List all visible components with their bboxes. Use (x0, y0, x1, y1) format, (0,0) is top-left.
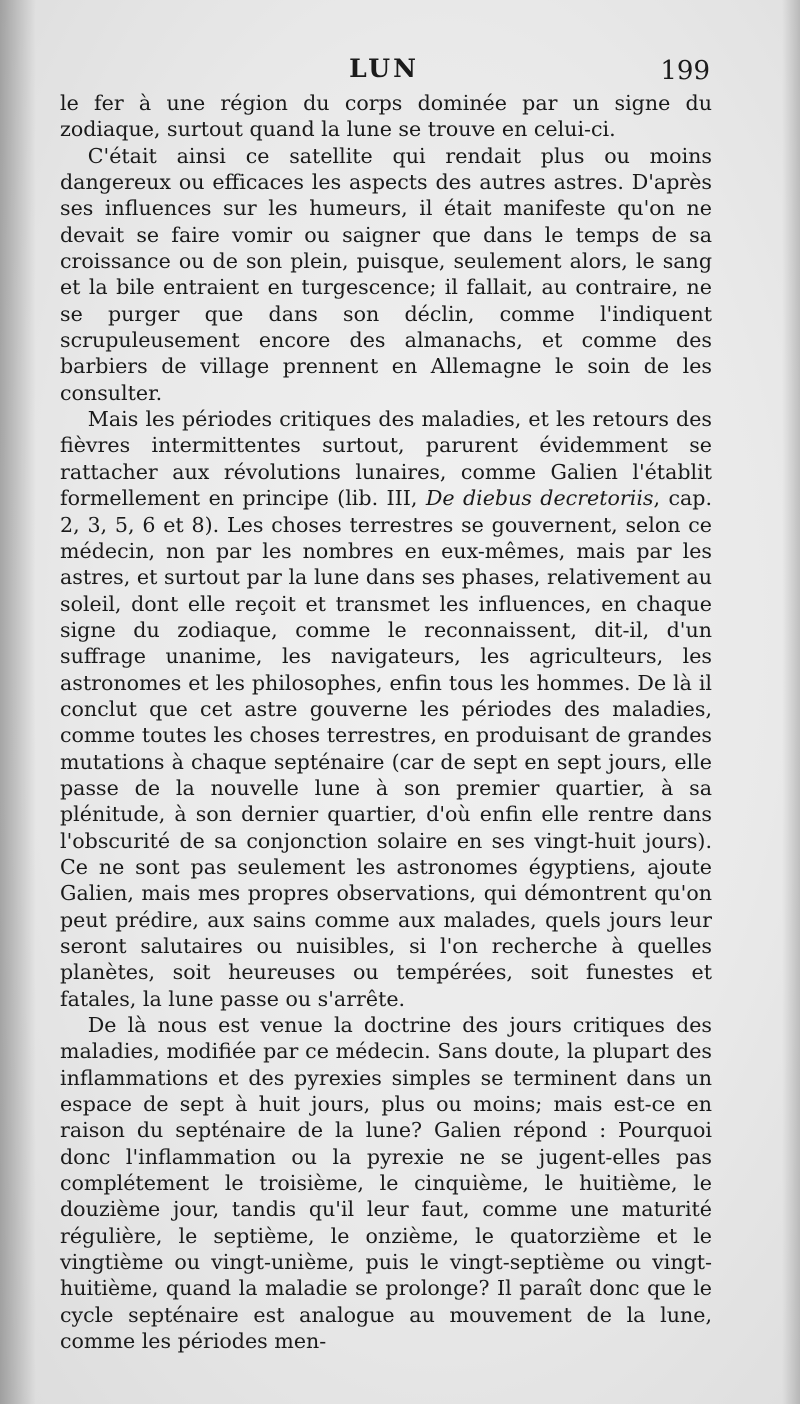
gutter-shadow (0, 0, 36, 1404)
running-title: LUN (349, 54, 419, 83)
body-text (60, 90, 712, 1355)
paragraph-3-after: , cap. 2, 3, 5, 6 et 8). Les choses terrestres se gouvernent, selon ce médecin, non par les nombres en eux-mêmes, mais par les astres, et surtout par la lune dans ses phases, relativement au soleil, dont elle reçoit et transmet les influences, en chaque signe du zodiaque, comme le reconnaissent, dit-il, d'un suffrage unanime, les navigateurs, les agriculteurs, les astronomes et les philosophes, enfin tous les hommes. De là il conclut que cet astre gouverne les périodes des maladies, comme toutes les choses terrestres, en produisant de grandes mutations à chaque septénaire (car de sept en sept jours, elle passe de la nouvelle lune à son premier quartier, à sa plénitude, à son dernier quartier, d'où enfin elle rentre dans l'obscurité de sa conjonction solaire en ses vingt-huit jours). Ce ne sont pas seulement les astronomes égyptiens, ajoute Galien, mais mes propres observations, qui démontrent qu'on peut prédire, aux sains comme aux malades, quels jours leur seront salutaires ou nuisibles, si l'on recherche à quelles planètes, soit heureuses ou tempérées, soit funestes et fatales, la lune passe ou s'arrête. (60, 486, 712, 1011)
cited-title: De diebus decretoriis (425, 486, 654, 511)
paragraph-3 (60, 406, 712, 1012)
page-number: 199 (660, 56, 710, 86)
paragraph-1: le fer à une région du corps dominée par un signe du zodiaque, surtout quand la lune se trouve en celui-ci. (60, 91, 712, 142)
paragraph-4: De là nous est venue la doctrine des jours critiques des maladies, modifiée par ce médecin. Sans doute, la plupart des inflammations et des pyrexies simples se terminent dans un espace de sept à huit jours, plus ou moins; mais est-ce en raison du septénaire de la lune? Galien répond : Pourquoi donc l'inflammation ou la pyrexie ne se jugent-elles pas complétement le troisième, le cinquième, le huitième, le douzième jour, tandis qu'il leur faut, comme une maturité régulière, le septième, le onzième, le quatorzième et le vingtième ou vingt-unième, puis le vingt-septième ou vingt-huitième, quand la maladie se prolonge? Il paraît donc que le cycle septénaire est analogue au mouvement de la lune, comme les périodes men- (60, 1013, 712, 1354)
running-head (58, 54, 710, 94)
edge-shadow (782, 0, 800, 1404)
paragraph-3-before: Mais les périodes critiques des maladies, et les retours des fièvres intermittentes surtout, parurent évidemment se rattacher aux révolutions lunaires, comme Galien l'établit formellement en principe (lib. III, (60, 407, 712, 511)
paragraph-2: C'était ainsi ce satellite qui rendait plus ou moins dangereux ou efficaces les aspects des autres astres. D'après ses influences sur les humeurs, il était manifeste qu'on ne devait se faire vomir ou saigner que dans le temps de sa croissance ou de son plein, puisque, seulement alors, le sang et la bile entraient en turgescence; il fallait, au contraire, ne se purger que dans son déclin, comme l'indiquent scrupuleusement encore des almanachs, et comme des barbiers de village prennent en Allemagne le soin de les consulter. (60, 143, 712, 405)
